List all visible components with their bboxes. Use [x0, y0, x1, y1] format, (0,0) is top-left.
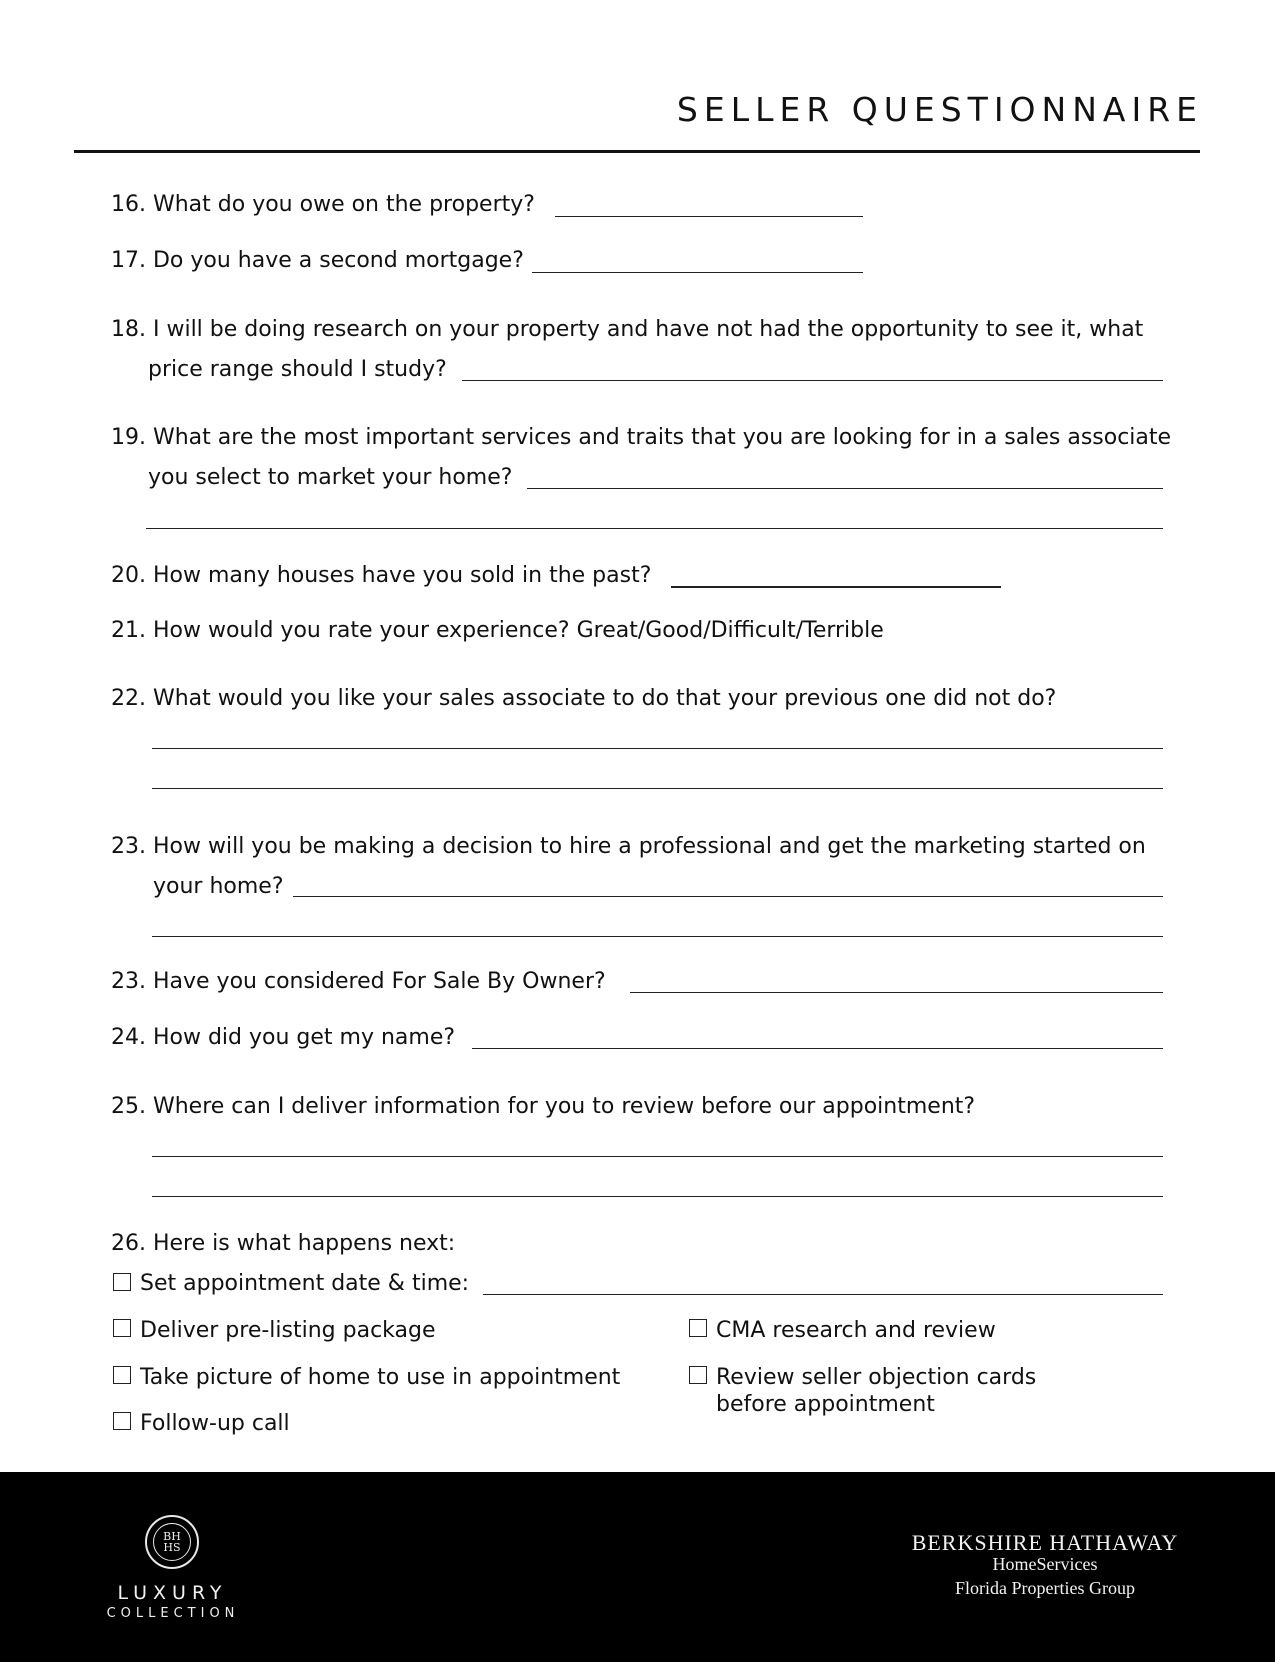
- checkbox-cma[interactable]: [689, 1319, 707, 1337]
- checklist-appointment-label: Set appointment date & time:: [140, 1271, 470, 1296]
- question-21: 21. How would you rate your experience? Great/Good/Difficult/Terrible: [111, 618, 884, 643]
- question-25: 25. Where can I deliver information for you to review before our appointment?: [111, 1094, 976, 1119]
- luxury-wordmark: LUXURY: [117, 1582, 228, 1604]
- bhhs-seal-icon: [145, 1515, 199, 1569]
- question-18-line2: price range should I study?: [148, 357, 447, 382]
- checkbox-followup[interactable]: [113, 1412, 131, 1430]
- question-20: 20. How many houses have you sold in the past?: [111, 563, 652, 588]
- question-22: 22. What would you like your sales associate to do that your previous one did not do?: [111, 686, 1057, 711]
- answer-line-22a[interactable]: [152, 748, 1163, 749]
- answer-line-16[interactable]: [555, 216, 863, 217]
- header-rule: [74, 150, 1200, 153]
- checklist-cma-label: CMA research and review: [716, 1318, 996, 1343]
- brand-group: Florida Properties Group: [955, 1578, 1135, 1598]
- answer-line-25b[interactable]: [152, 1196, 1163, 1197]
- checkbox-prelisting[interactable]: [113, 1319, 131, 1337]
- question-23-fsbo: 23. Have you considered For Sale By Owner?: [111, 969, 606, 994]
- answer-line-24[interactable]: [472, 1048, 1163, 1049]
- answer-line-18[interactable]: [462, 380, 1163, 381]
- answer-line-22b[interactable]: [152, 788, 1163, 789]
- answer-line-appointment[interactable]: [483, 1294, 1163, 1295]
- answer-line-23b[interactable]: [152, 936, 1163, 937]
- question-18-line1: 18. I will be doing research on your property and have not had the opportunity to see it, what: [111, 317, 1144, 342]
- page-title: SELLER QUESTIONNAIRE: [676, 90, 1203, 129]
- answer-line-19a[interactable]: [527, 488, 1163, 489]
- question-23-line2: your home?: [153, 874, 284, 899]
- brand-name: BERKSHIRE HATHAWAY: [911, 1530, 1179, 1555]
- question-16: 16. What do you owe on the property?: [111, 192, 535, 217]
- question-17: 17. Do you have a second mortgage?: [111, 248, 524, 273]
- footer-bar: [0, 1472, 1275, 1662]
- collection-wordmark: COLLECTION: [106, 1606, 240, 1621]
- brand-subtitle: HomeServices: [992, 1554, 1098, 1574]
- checkbox-objection-cards[interactable]: [689, 1366, 707, 1384]
- answer-line-20[interactable]: [671, 586, 1001, 588]
- checkbox-picture[interactable]: [113, 1366, 131, 1384]
- answer-line-23a[interactable]: [293, 896, 1163, 897]
- checklist-objection-label-line2: before appointment: [716, 1392, 935, 1417]
- checklist-prelisting-label: Deliver pre-listing package: [140, 1318, 436, 1343]
- answer-line-19b[interactable]: [146, 528, 1163, 529]
- checklist-followup-label: Follow-up call: [140, 1411, 290, 1436]
- answer-line-23-fsbo[interactable]: [630, 992, 1163, 993]
- question-19-line2: you select to market your home?: [148, 465, 513, 490]
- question-23-line1: 23. How will you be making a decision to hire a professional and get the marketing started on: [111, 834, 1146, 859]
- question-19-line1: 19. What are the most important services and traits that you are looking for in a sales associate: [111, 425, 1172, 450]
- bhhs-seal-text: BH HS: [153, 1523, 191, 1561]
- question-24: 24. How did you get my name?: [111, 1025, 456, 1050]
- checklist-objection-label-line1: Review seller objection cards: [716, 1365, 1037, 1390]
- checkbox-appointment[interactable]: [113, 1273, 131, 1291]
- answer-line-25a[interactable]: [152, 1156, 1163, 1157]
- answer-line-17[interactable]: [532, 272, 863, 273]
- checklist-picture-label: Take picture of home to use in appointment: [140, 1365, 621, 1390]
- question-26: 26. Here is what happens next:: [111, 1231, 456, 1256]
